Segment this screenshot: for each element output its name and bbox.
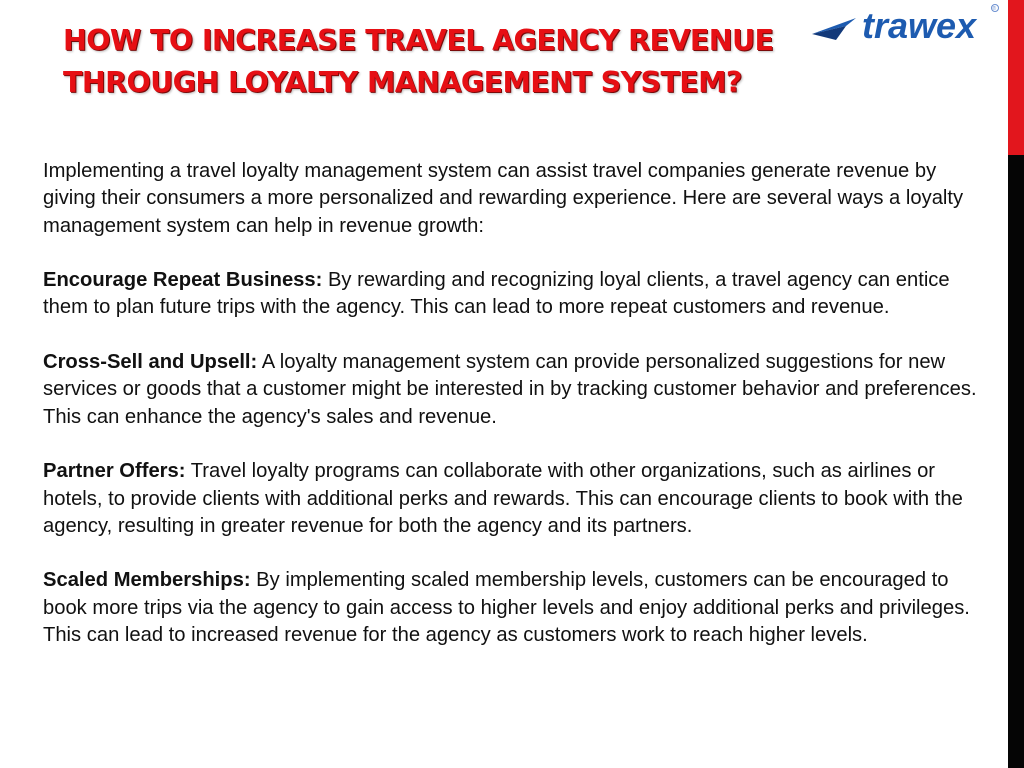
logo-wordmark: trawex <box>862 5 977 46</box>
section-heading: Cross-Sell and Upsell: <box>43 351 258 374</box>
side-accent-red <box>1008 0 1024 155</box>
trawex-logo <box>810 4 1010 48</box>
section-repeat-business <box>43 267 983 322</box>
section-partner-offers <box>43 458 983 540</box>
logo-registered-mark: ® <box>992 6 997 12</box>
intro-paragraph: Implementing a travel loyalty management system can assist travel companies generate revenue by giving their consumers a more personalized and rewarding experience. Here are several ways a loyalty management system can help in revenue growth: <box>43 160 964 237</box>
section-body: By implementing scaled membership levels, customers can be encouraged to book more trips via the agency to gain access to higher levels and enjoy additional perks and privileges. This can lead to increased revenue for the agency as customers work to reach higher levels. <box>43 569 970 647</box>
section-heading: Encourage Repeat Business: <box>43 269 323 292</box>
section-heading: Partner Offers: <box>43 460 186 483</box>
section-body: By rewarding and recognizing loyal clients, a travel agency can entice them to plan future trips with the agency. This can lead to more repeat customers and revenue. <box>43 269 950 319</box>
section-body: Travel loyalty programs can collaborate with other organizations, such as airlines or hotels, to provide clients with additional perks and rewards. This can encourage clients to book with the agency, resulting in greater revenue for both the agency and its partners. <box>43 460 963 537</box>
slide-title: HOW TO INCREASE TRAVEL AGENCY REVENUE THROUGH LOYALTY MANAGEMENT SYSTEM? <box>63 24 774 99</box>
section-body: A loyalty management system can provide personalized suggestions for new services or goods that a customer might be interested in by tracking customer behavior and preferences. This can enhance the agency's sales and revenue. <box>43 351 977 428</box>
slide-body <box>43 158 983 677</box>
section-cross-sell <box>43 349 983 431</box>
section-heading: Scaled Memberships: <box>43 569 251 592</box>
section-scaled-memberships <box>43 567 983 649</box>
logo-arrow-icon <box>812 18 856 40</box>
side-accent-black <box>1008 155 1024 768</box>
